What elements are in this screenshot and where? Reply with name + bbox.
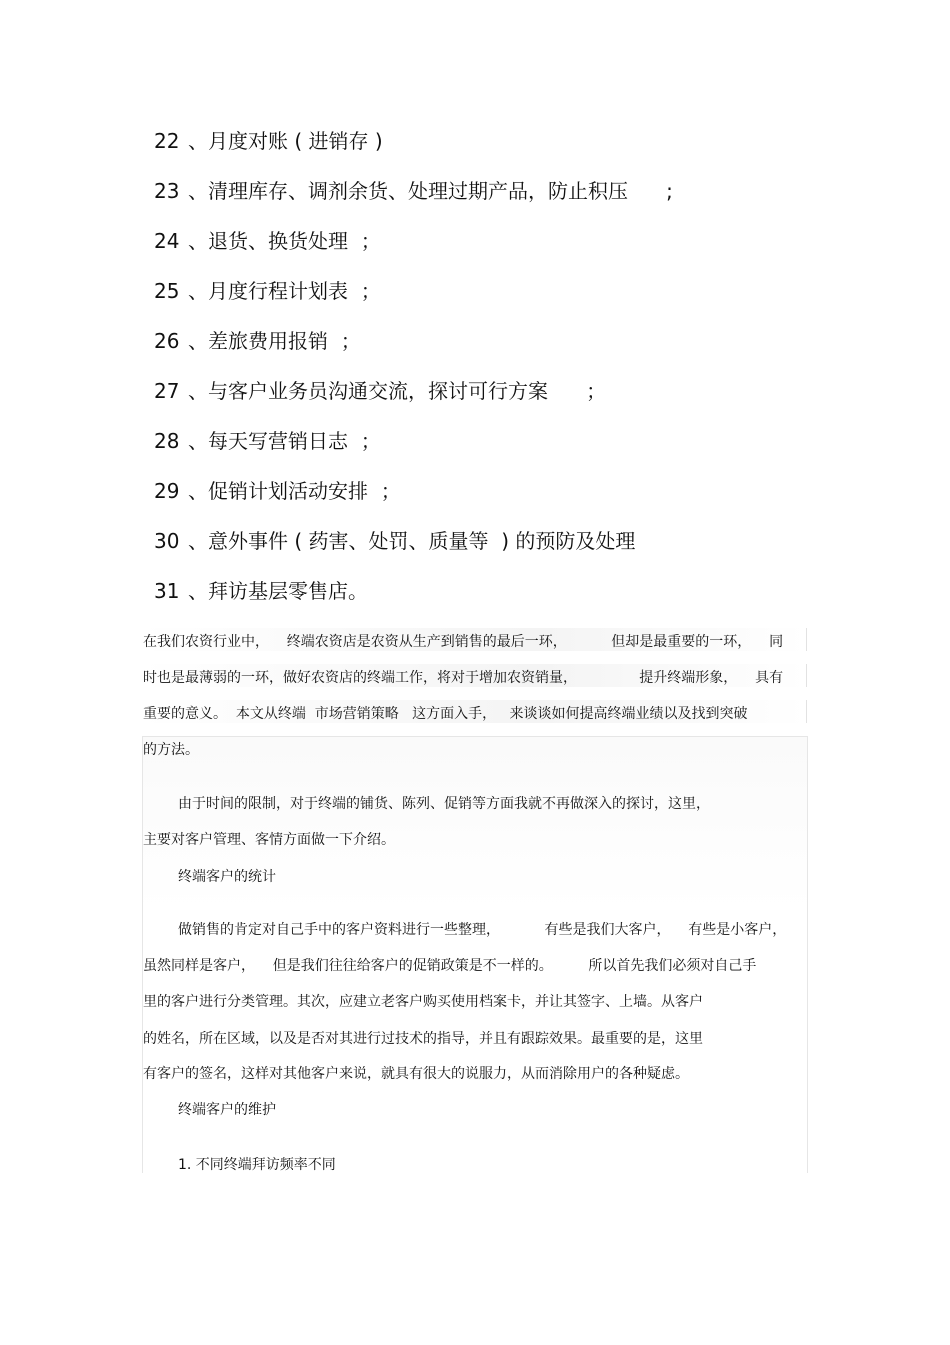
- intro-line: 时也是最薄弱的一环，做好农资店的终端工作，将对于增加农资销量， 提升终端形象， 具有: [143, 670, 784, 686]
- item-text: 、每天写营销日志 ；: [188, 429, 381, 453]
- item-number: 22: [154, 129, 180, 153]
- list-item: [154, 324, 673, 374]
- section-heading: 终端客户的维护: [178, 1102, 276, 1118]
- item-number: 30: [154, 529, 180, 553]
- list-item: [154, 374, 673, 424]
- item-number: 25: [154, 279, 180, 303]
- body-line: 的姓名，所在区域，以及是否对其进行过技术的指导，并且有跟踪效果。最重要的是，这里: [143, 1031, 703, 1047]
- item-number: 31: [154, 579, 180, 603]
- subsection-heading: 1. 不同终端拜访频率不同: [178, 1157, 336, 1173]
- item-text: 、与客户业务员沟通交流，探讨可行方案 ；: [188, 379, 607, 403]
- item-text: 、差旅费用报销 ；: [188, 329, 361, 353]
- list-item: [154, 174, 673, 224]
- body-line: 虽然同样是客户， 但是我们往往给客户的促销政策是不一样的。 所以首先我们必须对自己手: [143, 958, 757, 974]
- body-line: 主要对客户管理、客情方面做一下介绍。: [143, 832, 395, 848]
- intro-line: 的方法。: [143, 742, 199, 758]
- item-text: 、清理库存、调剂余货、处理过期产品，防止积压 ;: [188, 179, 673, 203]
- item-number: 23: [154, 179, 180, 203]
- item-text: 、月度对账 ( 进销存 ): [188, 129, 383, 153]
- item-text: 、退货、换货处理 ；: [188, 229, 381, 253]
- item-text: 、意外事件 ( 药害、处罚、质量等 ) 的预防及处理: [188, 529, 636, 553]
- list-item: [154, 424, 673, 474]
- item-number: 26: [154, 329, 180, 353]
- section-heading: 终端客户的统计: [178, 869, 276, 885]
- list-item: [154, 124, 673, 174]
- item-number: 28: [154, 429, 180, 453]
- intro-line: 在我们农资行业中， 终端农资店是农资从生产到销售的最后一环， 但却是最重要的一环， 同: [143, 634, 784, 650]
- intro-line: 重要的意义。 本文从终端 市场营销策略 这方面入手， 来谈谈如何提高终端业绩以及找到突破: [143, 706, 748, 722]
- list-item: [154, 524, 673, 574]
- list-item: [154, 224, 673, 274]
- list-item: [154, 274, 673, 324]
- body-line: 由于时间的限制，对于终端的铺货、陈列、促销等方面我就不再做深入的探讨，这里，: [178, 796, 710, 812]
- list-item: [154, 474, 673, 524]
- item-number: 27: [154, 379, 180, 403]
- item-number: 29: [154, 479, 180, 503]
- body-line: 做销售的肯定对自己手中的客户资料进行一些整理， 有些是我们大客户， 有些是小客户，: [178, 922, 787, 938]
- item-number: 24: [154, 229, 180, 253]
- item-text: 、拜访基层零售店。: [188, 579, 368, 603]
- numbered-task-list: [154, 124, 673, 624]
- body-line: 有客户的签名，这样对其他客户来说，就具有很大的说服力，从而消除用户的各种疑虑。: [143, 1066, 689, 1082]
- item-text: 、促销计划活动安排 ；: [188, 479, 401, 503]
- body-line: 里的客户进行分类管理。其次，应建立老客户购买使用档案卡，并让其签字、上墙。从客户: [143, 994, 703, 1010]
- list-item: [154, 574, 673, 624]
- item-text: 、月度行程计划表 ；: [188, 279, 381, 303]
